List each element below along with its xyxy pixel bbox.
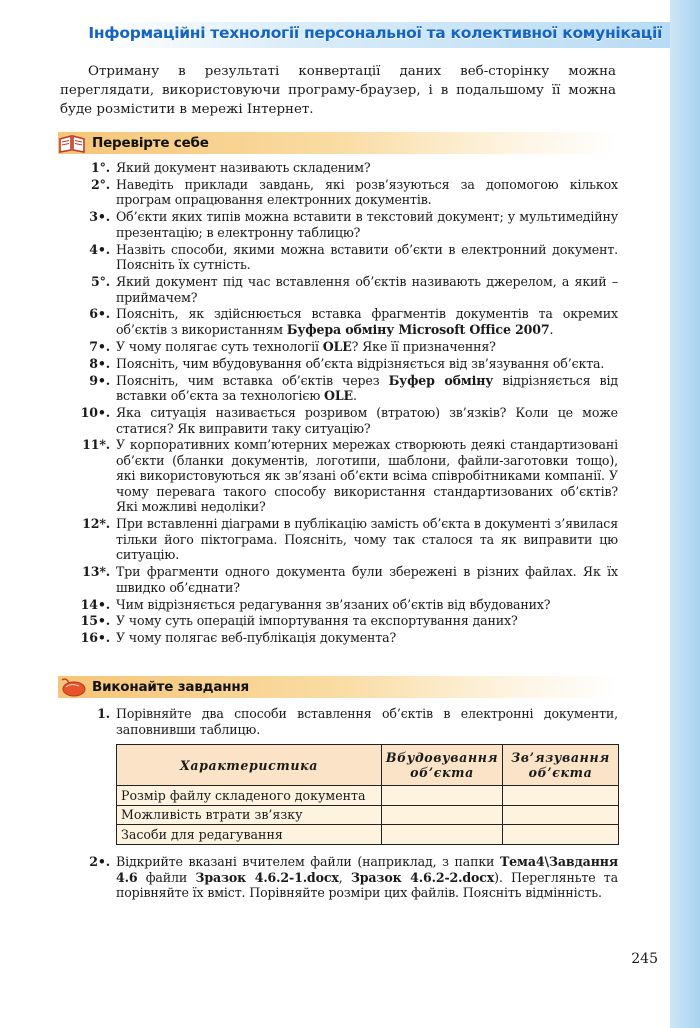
list-item: 6•. Поясніть, як здійснюється вставка фрагментів документів та окремих об’єктів з використанням Буфера обміну Microsoft Office 2007. — [89, 306, 618, 337]
tasks-section-title: Виконайте завдання — [92, 679, 249, 695]
table-cell — [503, 786, 619, 806]
table-cell — [503, 805, 619, 825]
list-item: 11*. У корпоративних комп’ютерних мережах створюють деякі стандартизовані об’єкти (бланки документів, логотипи, шаблони, файли-заготовки тощо), які використовуються як зв’язані об’єкти всіма співробітниками компанії. У чому перевага такого способу використання стандартизованих об’єктів? Які можливі недоліки? — [82, 437, 618, 515]
table-header-cell: Зв’язування об’єкта — [503, 745, 619, 786]
open-book-icon — [58, 133, 86, 153]
page-number: 245 — [631, 951, 658, 967]
list-item: 16•. У чому полягає веб-публікація документа? — [80, 630, 397, 646]
list-item: 2°. Наведіть приклади завдань, які розв’язуються за допомогою кількох програм опрацювання електронних документів. — [91, 176, 618, 208]
comparison-table — [116, 744, 619, 845]
table-row — [117, 786, 619, 806]
table-cell: Можливість втрати зв’язку — [117, 805, 382, 825]
table-row — [117, 825, 619, 845]
list-item: 15•. У чому суть операцій імпортування та експортування даних? — [80, 613, 518, 629]
table-cell — [382, 805, 503, 825]
task-list — [70, 706, 618, 737]
table-cell — [382, 786, 503, 806]
check-section-title: Перевірте себе — [92, 135, 209, 151]
list-item: 4•. Назвіть способи, якими можна вставити об’єкти в електронний документ. Поясніть їх сутність. — [89, 241, 618, 273]
intro-paragraph: Отриману в результаті конвертації даних веб-сторінку можна переглядати, використовуючи програму-браузер, і в подальшому її можна буде розмістити в мережі Інтернет. — [60, 64, 616, 117]
list-item: 12*. При вставленні діаграми в публікацію замість об’єкта в документі з’явилася тільки його піктограма. Поясніть, чому так сталося та як виправити цю ситуацію. — [82, 516, 618, 563]
table-header-cell: Характеристика — [117, 745, 382, 786]
task-item: 2•. Відкрийте вказані вчителем файли (наприклад, з папки Тема4\Завдання 4.6 файли Зразок 4.6.2-1.docx, Зразок 4.6.2-2.docx). Перегляньте та порівняйте їх вміст. Порівняйте розміри цих файлів. Поясніть відмінність. — [89, 854, 618, 900]
list-item: 14•. Чим відрізняється редагування зв’язаних об’єктів від вбудованих? — [80, 596, 551, 612]
list-item: 9•. Поясніть, чим вставка об’єктів через Буфер обміну відрізняється від вставки об’єкта за технологією OLE. — [89, 372, 618, 404]
task-item: 1. Порівняйте два способи вставлення об’єктів в електронні документи, заповнивши таблицю. — [97, 706, 618, 737]
table-cell — [503, 825, 619, 845]
list-item: 7•. У чому полягає суть технології OLE? Яке її призначення? — [89, 338, 496, 354]
running-header: Інформаційні технології персональної та колективної комунікації — [88, 24, 662, 42]
table-cell: Засоби для редагування — [117, 825, 382, 845]
mouse-icon — [58, 676, 86, 698]
table-row — [117, 805, 619, 825]
question-list — [70, 160, 618, 647]
side-strip — [670, 0, 700, 1028]
table-cell — [382, 825, 503, 845]
list-item: 10•. Яка ситуація називається розривом (втратою) зв’язків? Коли це може статися? Як виправити таку ситуацію? — [80, 405, 618, 436]
table-header-cell: Вбудовування об’єкта — [382, 745, 503, 786]
list-item: 13*. Три фрагменти одного документа були збережені в різних файлах. Як їх швидко об’єднати? — [82, 564, 618, 595]
list-item: 5°. Який документ під час вставлення об’єктів називають джерелом, а який – приймачем? — [91, 274, 618, 305]
list-item: 8•. Поясніть, чим вбудовування об’єкта відрізняється від зв’язування об’єкта. — [89, 355, 605, 371]
table-cell: Розмір файлу складеного документа — [117, 786, 382, 806]
list-item: 1°. Який документ називають складеним? — [91, 160, 371, 175]
task-list-2 — [70, 854, 618, 901]
list-item: 3•. Об’єкти яких типів можна вставити в текстовий документ; у мультимедійну презентацію; в електронну таблицю? — [89, 209, 618, 240]
